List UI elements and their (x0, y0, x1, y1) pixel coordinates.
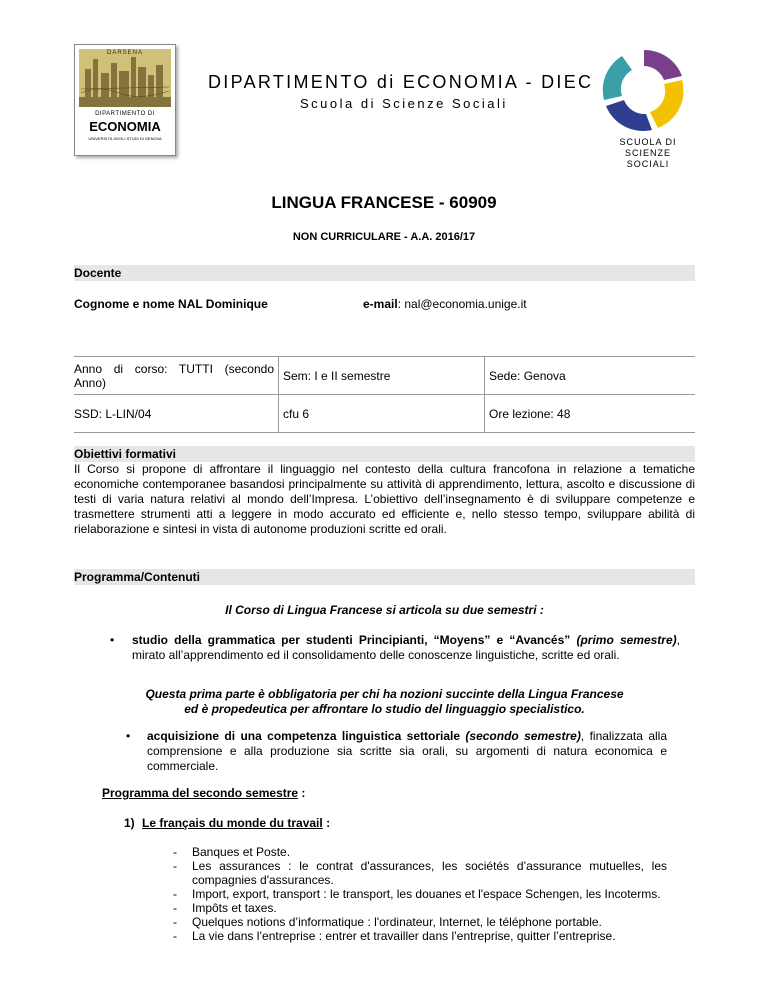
item-1-number: 1) (124, 816, 135, 830)
teacher-name (74, 297, 268, 311)
bullet-1-bold: studio della grammatica per studenti Principianti, “Moyens” e “Avancés” (132, 633, 571, 647)
section-docente: Docente (74, 265, 695, 281)
bullet-1-italic: (primo semestre) (576, 633, 677, 647)
school-logo-icon (598, 46, 688, 134)
sede-cell: Sede: Genova (485, 357, 696, 395)
list-item: - Quelques notions d’informatique : l'ordinateur, Internet, le téléphone portable. (173, 915, 602, 929)
obiettivi-text: Il Corso si propone di affrontare il linguaggio nel contesto della cultura francofona in relazione a tematiche economiche contemporanee basandosi principalmente su attività di apprendimento, lettura, ascolto e discussione di testi di varia natura relativi al mondo dell’Impresa. L’obiettivo dell’insegnamento è di sviluppare competenze e trasmettere strumenti atti a leggere in modo accurato ed efficiente e, nello stesso tempo, sviluppare abilità di rielaborazione e sintesi in vista di autonome produzioni scritte ed orali. (74, 462, 695, 536)
item-1-heading (124, 816, 330, 830)
logo-line-1: DIPARTIMENTO DI (95, 111, 155, 117)
topics-list (173, 845, 667, 943)
ssd-cell: SSD: L-LIN/04 (74, 395, 279, 433)
logo-line-3: UNIVERSITÀ DEGLI STUDI DI GENOVA (88, 136, 162, 141)
bullet-2-bold: acquisizione di una competenza linguistica settoriale (147, 729, 461, 743)
bullet-2-rest: , finalizzata alla comprensione e alla produzione sia scritte sia orali, su argomenti di natura economica e commerciale. (147, 729, 667, 773)
logo-top-text: DARSENA (106, 50, 143, 56)
list-item: - Les assurances : le contrat d'assurances, les sociétés d’assurance mutuelles, les compagnies d'assurances. (173, 859, 667, 887)
course-subtitle: NON CURRICULARE - A.A. 2016/17 (292, 231, 476, 243)
list-item: - Import, export, transport : le transport, les douanes et l'espace Schengen, les Incoterms. (173, 887, 661, 901)
bullet-icon: • (126, 729, 131, 743)
item-1-colon: : (322, 816, 331, 830)
section-programma: Programma/Contenuti (74, 569, 695, 585)
bullet-2-italic: (secondo semestre) (465, 729, 581, 743)
department-title: DIPARTIMENTO di ECONOMIA - DIEC (208, 72, 594, 92)
teacher-name-label: Cognome e nome (74, 297, 175, 311)
department-logo (74, 44, 176, 156)
anno-cell: Anno di corso: TUTTI (secondo Anno) (74, 357, 279, 395)
ore-cell: Ore lezione: 48 (485, 395, 696, 433)
cfu-cell: cfu 6 (279, 395, 485, 433)
bullet-1 (132, 633, 680, 663)
second-semester-heading (102, 786, 305, 800)
logo-line-2: ECONOMIA (89, 119, 161, 134)
teacher-name-value: NAL Dominique (178, 297, 268, 311)
darsena-illustration (79, 49, 171, 107)
programma-note (74, 687, 695, 717)
bullet-1-rest: , mirato all’apprendimento ed il consolidamento delle conoscenze linguistiche, scritte ed orali. (132, 633, 680, 662)
table-row (74, 395, 695, 433)
section-obiettivi: Obiettivi formativi (74, 446, 695, 462)
teacher-email (363, 297, 527, 311)
list-item: - Banques et Poste. (173, 845, 291, 859)
course-info-table (74, 356, 695, 433)
bullet-2 (147, 729, 667, 774)
programma-intro: Il Corso di Lingua Francese si articola su due semestri : (225, 603, 544, 617)
note-line-2: ed è propedeutica per affrontare lo studio del linguaggio specialistico. (184, 702, 585, 716)
list-item: - Impôts et taxes. (173, 901, 277, 915)
bullet-icon: • (110, 633, 115, 647)
course-title: LINGUA FRANCESE - 60909 (271, 193, 497, 212)
item-1-title: Le français du monde du travail (142, 816, 323, 830)
school-logo-line-1: SCUOLA DI (619, 137, 677, 147)
school-logo-text (608, 137, 688, 170)
school-subtitle: Scuola di Scienze Sociali (300, 96, 508, 111)
teacher-email-value[interactable]: : nal@economia.unige.it (397, 297, 527, 311)
school-logo-line-2: SCIENZE SOCIALI (624, 148, 671, 169)
table-row (74, 357, 695, 395)
second-semester-colon: : (298, 786, 306, 800)
sem-cell: Sem: I e II semestre (279, 357, 485, 395)
second-semester-title: Programma del secondo semestre (102, 786, 299, 800)
teacher-email-label: e-mail (363, 297, 398, 311)
list-item: - La vie dans l’entreprise : entrer et travailler dans l’entreprise, quitter l’entreprise. (173, 929, 616, 943)
note-line-1: Questa prima parte è obbligatoria per chi ha nozioni succinte della Lingua Francese (145, 687, 624, 701)
